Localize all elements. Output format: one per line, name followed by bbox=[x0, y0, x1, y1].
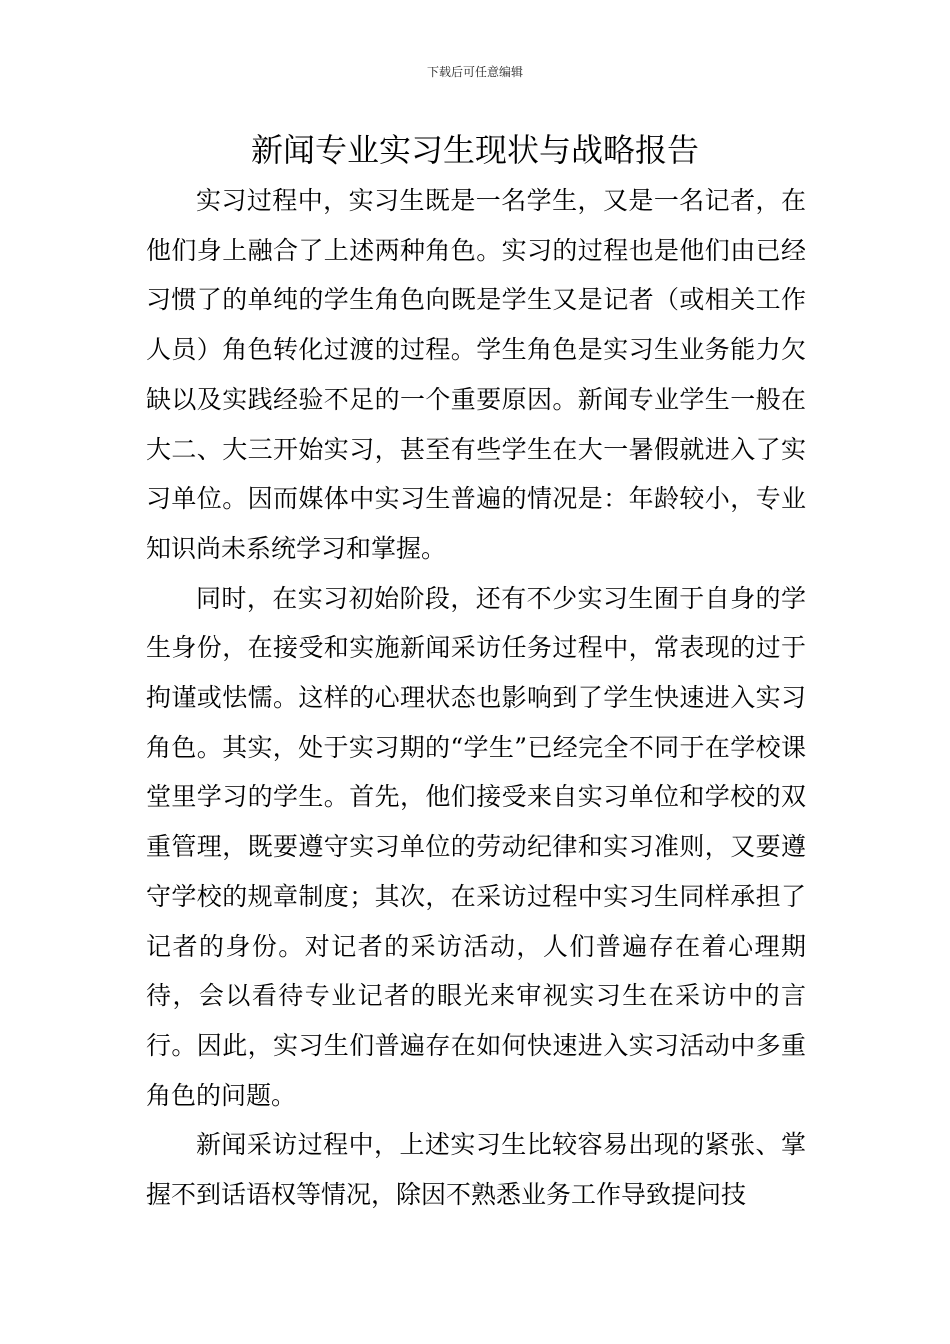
paragraph-3: 新闻采访过程中，上述实习生比较容易出现的紧张、掌握不到话语权等情况，除因不熟悉业务工作导致提问技 bbox=[146, 1130, 806, 1210]
paragraph-1: 实习过程中，实习生既是一名学生，又是一名记者，在他们身上融合了上述两种角色。实习的过程也是他们由已经习惯了的单纯的学生角色向既是学生又是记者（或相关工作人员）角色转化过渡的过程。学生角色是实习生业务能力欠缺以及实践经验不足的一个重要原因。新闻专业学生一般在大二、大三开始实习，甚至有些学生在大一暑假就进入了实习单位。因而媒体中实习生普遍的情况是：年龄较小，专业知识尚未系统学习和掌握。 bbox=[146, 186, 806, 563]
paragraph-2: 同时，在实习初始阶段，还有不少实习生囿于自身的学生身份，在接受和实施新闻采访任务过程中，常表现的过于拘谨或怯懦。这样的心理状态也影响到了学生快速进入实习角色。其实，处于实习期的“学生”已经完全不同于在学校课堂里学习的学生。首先，他们接受来自实习单位和学校的双重管理，既要遵守实习单位的劳动纪律和实习准则，又要遵守学校的规章制度；其次，在采访过程中实习生同样承担了记者的身份。对记者的采访活动，人们普遍存在着心理期待，会以看待专业记者的眼光来审视实习生在采访中的言行。因此，实习生们普遍存在如何快速进入实习活动中多重角色的问题。 bbox=[146, 583, 806, 1110]
header-note: 下载后可任意编辑 bbox=[426, 65, 523, 79]
document-title: 新闻专业实习生现状与战略报告 bbox=[250, 131, 699, 169]
document-body bbox=[146, 176, 806, 1220]
